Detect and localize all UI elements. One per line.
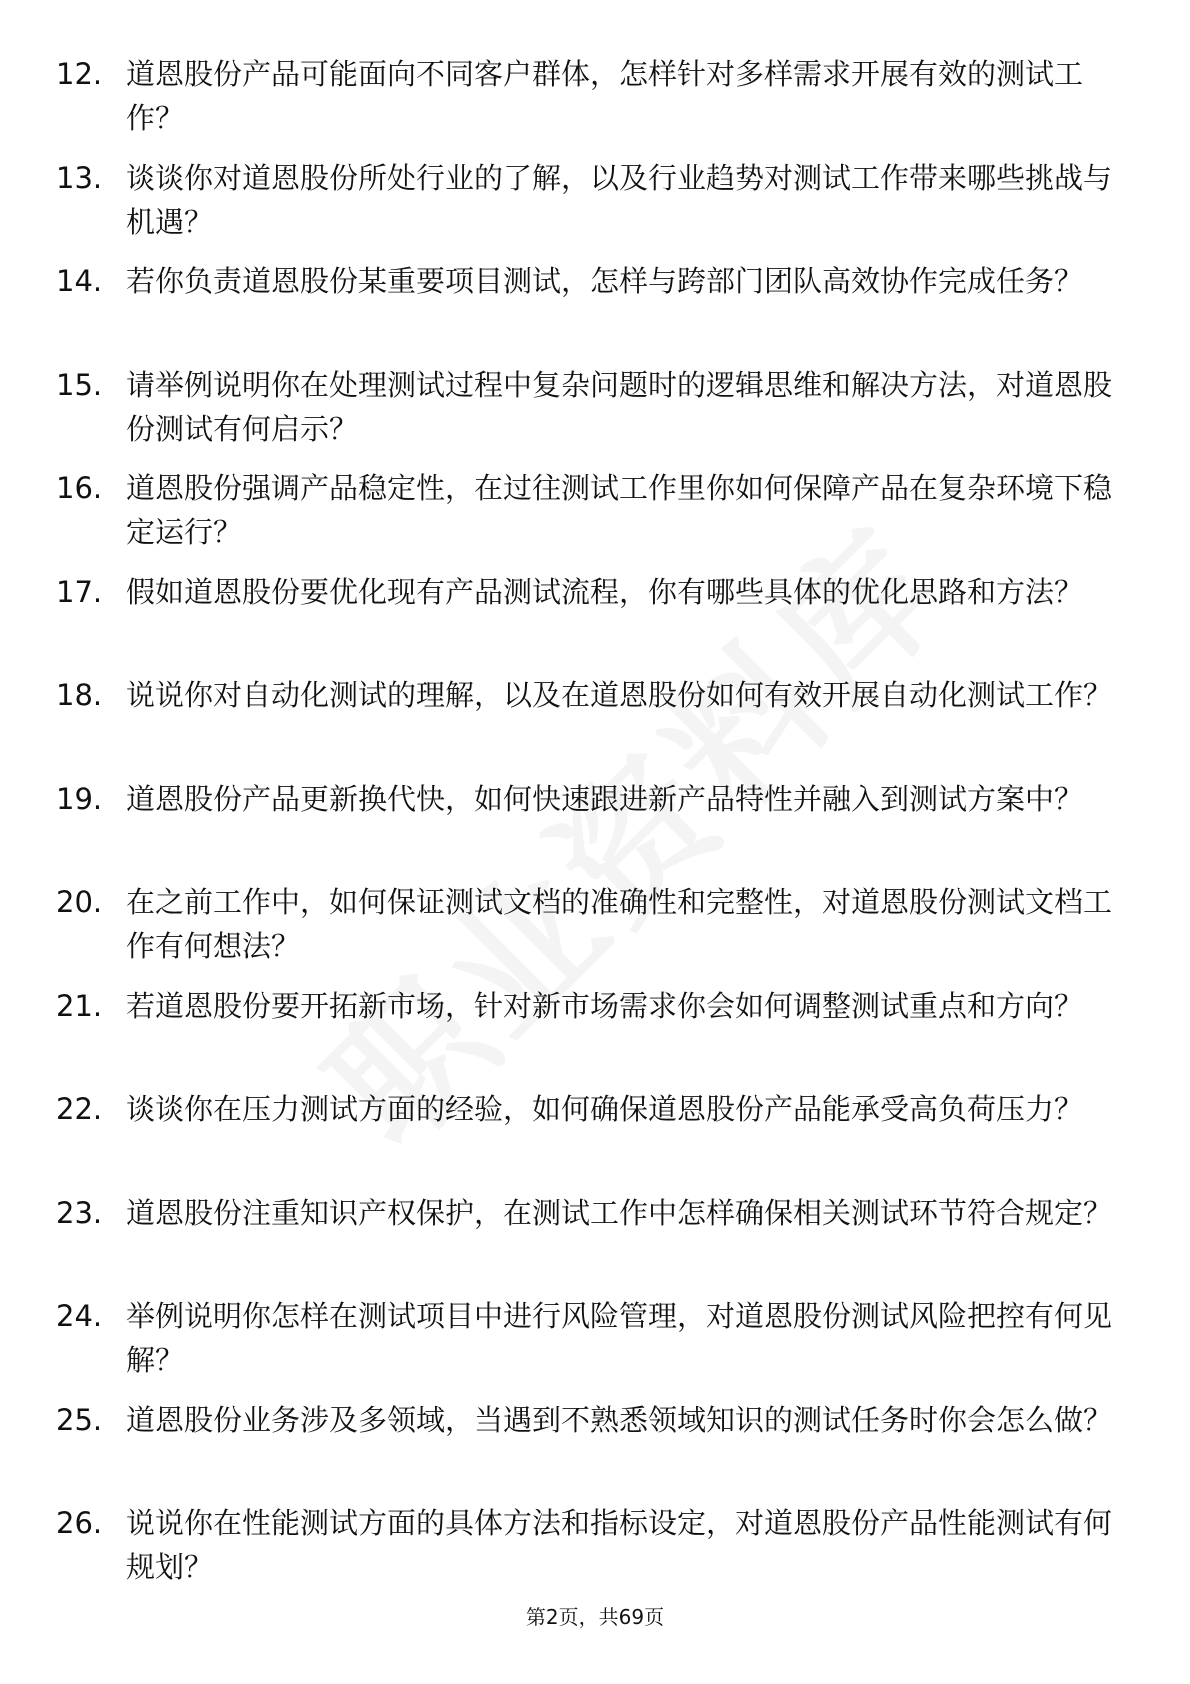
list-item [0, 156, 1190, 260]
question-text: 假如道恩股份要优化现有产品测试流程，你有哪些具体的优化思路和方法？ [126, 574, 1084, 609]
list-item [0, 777, 1190, 881]
question-number: 22. [56, 1092, 103, 1126]
list-item [0, 1398, 1190, 1502]
list-item [0, 673, 1190, 777]
question-text: 道恩股份产品可能面向不同客户群体，怎样针对多样需求开展有效的测试工作？ [126, 57, 1084, 135]
question-list [0, 52, 1190, 1605]
list-item [0, 1191, 1190, 1295]
list-item [0, 984, 1190, 1088]
question-number: 15. [56, 367, 103, 402]
list-item [0, 1087, 1190, 1191]
question-number: 18. [56, 678, 103, 712]
question-number: 26. [56, 1506, 103, 1540]
question-number: 21. [56, 988, 103, 1023]
question-text: 若你负责道恩股份某重要项目测试，怎样与跨部门团队高效协作完成任务？ [126, 264, 1084, 298]
question-text: 道恩股份注重知识产权保护，在测试工作中怎样确保相关测试环节符合规定？ [126, 1195, 1113, 1230]
list-item [0, 1501, 1190, 1605]
list-item [0, 1294, 1190, 1398]
question-number: 12. [56, 57, 103, 91]
question-text: 说说你在性能测试方面的具体方法和指标设定，对道恩股份产品性能测试有何规划？ [126, 1506, 1113, 1584]
question-text: 请举例说明你在处理测试过程中复杂问题时的逻辑思维和解决方法，对道恩股份测试有何启示？ [126, 367, 1113, 446]
question-number: 24. [56, 1299, 103, 1333]
list-item [0, 466, 1190, 570]
question-text: 谈谈你对道恩股份所处行业的了解，以及行业趋势对测试工作带来哪些挑战与机遇？ [126, 160, 1113, 239]
question-text: 说说你对自动化测试的理解，以及在道恩股份如何有效开展自动化测试工作？ [126, 678, 1113, 712]
question-number: 19. [56, 781, 103, 816]
list-item [0, 259, 1190, 363]
question-text: 谈谈你在压力测试方面的经验，如何确保道恩股份产品能承受高负荷压力？ [126, 1092, 1084, 1126]
question-text: 道恩股份业务涉及多领域，当遇到不熟悉领域知识的测试任务时你会怎么做？ [126, 1402, 1113, 1437]
question-text: 在之前工作中，如何保证测试文档的准确性和完整性，对道恩股份测试文档工作有何想法？ [126, 885, 1113, 963]
question-text: 道恩股份产品更新换代快，如何快速跟进新产品特性并融入到测试方案中？ [126, 781, 1084, 816]
question-number: 13. [56, 160, 103, 195]
question-text: 道恩股份强调产品稳定性，在过往测试工作里你如何保障产品在复杂环境下稳定运行？ [126, 471, 1113, 549]
question-number: 25. [56, 1402, 103, 1437]
question-number: 14. [56, 264, 103, 298]
question-number: 20. [56, 885, 103, 919]
question-text: 举例说明你怎样在测试项目中进行风险管理，对道恩股份测试风险把控有何见解？ [126, 1299, 1113, 1377]
question-number: 23. [56, 1195, 103, 1230]
page-number-label: 第2页，共69页 [525, 1605, 665, 1629]
list-item [0, 363, 1190, 467]
question-number: 16. [56, 471, 103, 505]
list-item [0, 570, 1190, 674]
question-text: 若道恩股份要开拓新市场，针对新市场需求你会如何调整测试重点和方向？ [126, 988, 1084, 1023]
question-number: 17. [56, 574, 103, 609]
list-item [0, 880, 1190, 984]
page-footer [0, 1603, 1190, 1631]
list-item [0, 52, 1190, 156]
